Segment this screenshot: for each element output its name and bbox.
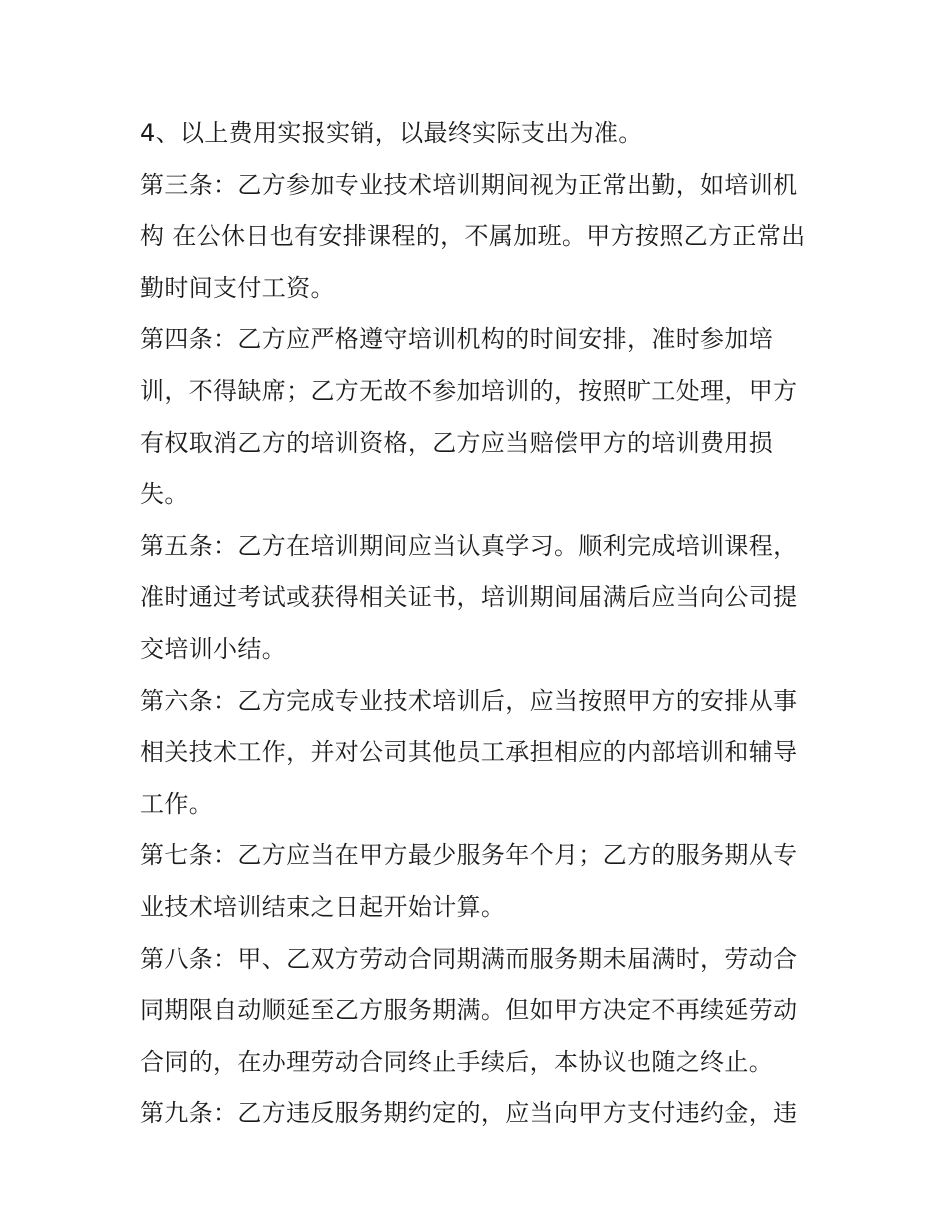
paragraph-article-6: 第六条：乙方完成专业技术培训后，应当按照甲方的安排从事相关技术工作，并对公司其他员工承担相应的内部培训和辅导工作。: [140, 686, 798, 818]
paragraph-article-4: 第四条：乙方应严格遵守培训机构的时间安排，准时参加培训，不得缺席；乙方无故不参加培训的，按照旷工处理，甲方有权取消乙方的培训资格，乙方应当赔偿甲方的培训费用损失。: [140, 325, 798, 509]
paragraph-article-3: 第三条：乙方参加专业技术培训期间视为正常出勤，如培训机构 在公休日也有安排课程的，不属加班。甲方按照乙方正常出勤时间支付工资。: [140, 170, 806, 302]
paragraph-article-7: 第七条：乙方应当在甲方最少服务年个月；乙方的服务期从专业技术培训结束之日起开始计算。: [140, 841, 798, 921]
paragraph-article-9: 第九条：乙方违反服务期约定的，应当向甲方支付违约金，违: [140, 1099, 798, 1128]
document-body: [140, 108, 820, 1140]
paragraph-article-5: 第五条：乙方在培训期间应当认真学习。顺利完成培训课程，准时通过考试或获得相关证书，培训期间届满后应当向公司提交培训小结。: [140, 531, 798, 663]
paragraph-article-8: 第八条：甲、乙双方劳动合同期满而服务期未届满时，劳动合同期限自动顺延至乙方服务期满。但如甲方决定不再续延劳动合同的，在办理劳动合同终止手续后，本协议也随之终止。: [140, 944, 798, 1076]
paragraph-expense-note: 4、以上费用实报实销，以最终实际支出为准。: [140, 119, 643, 147]
